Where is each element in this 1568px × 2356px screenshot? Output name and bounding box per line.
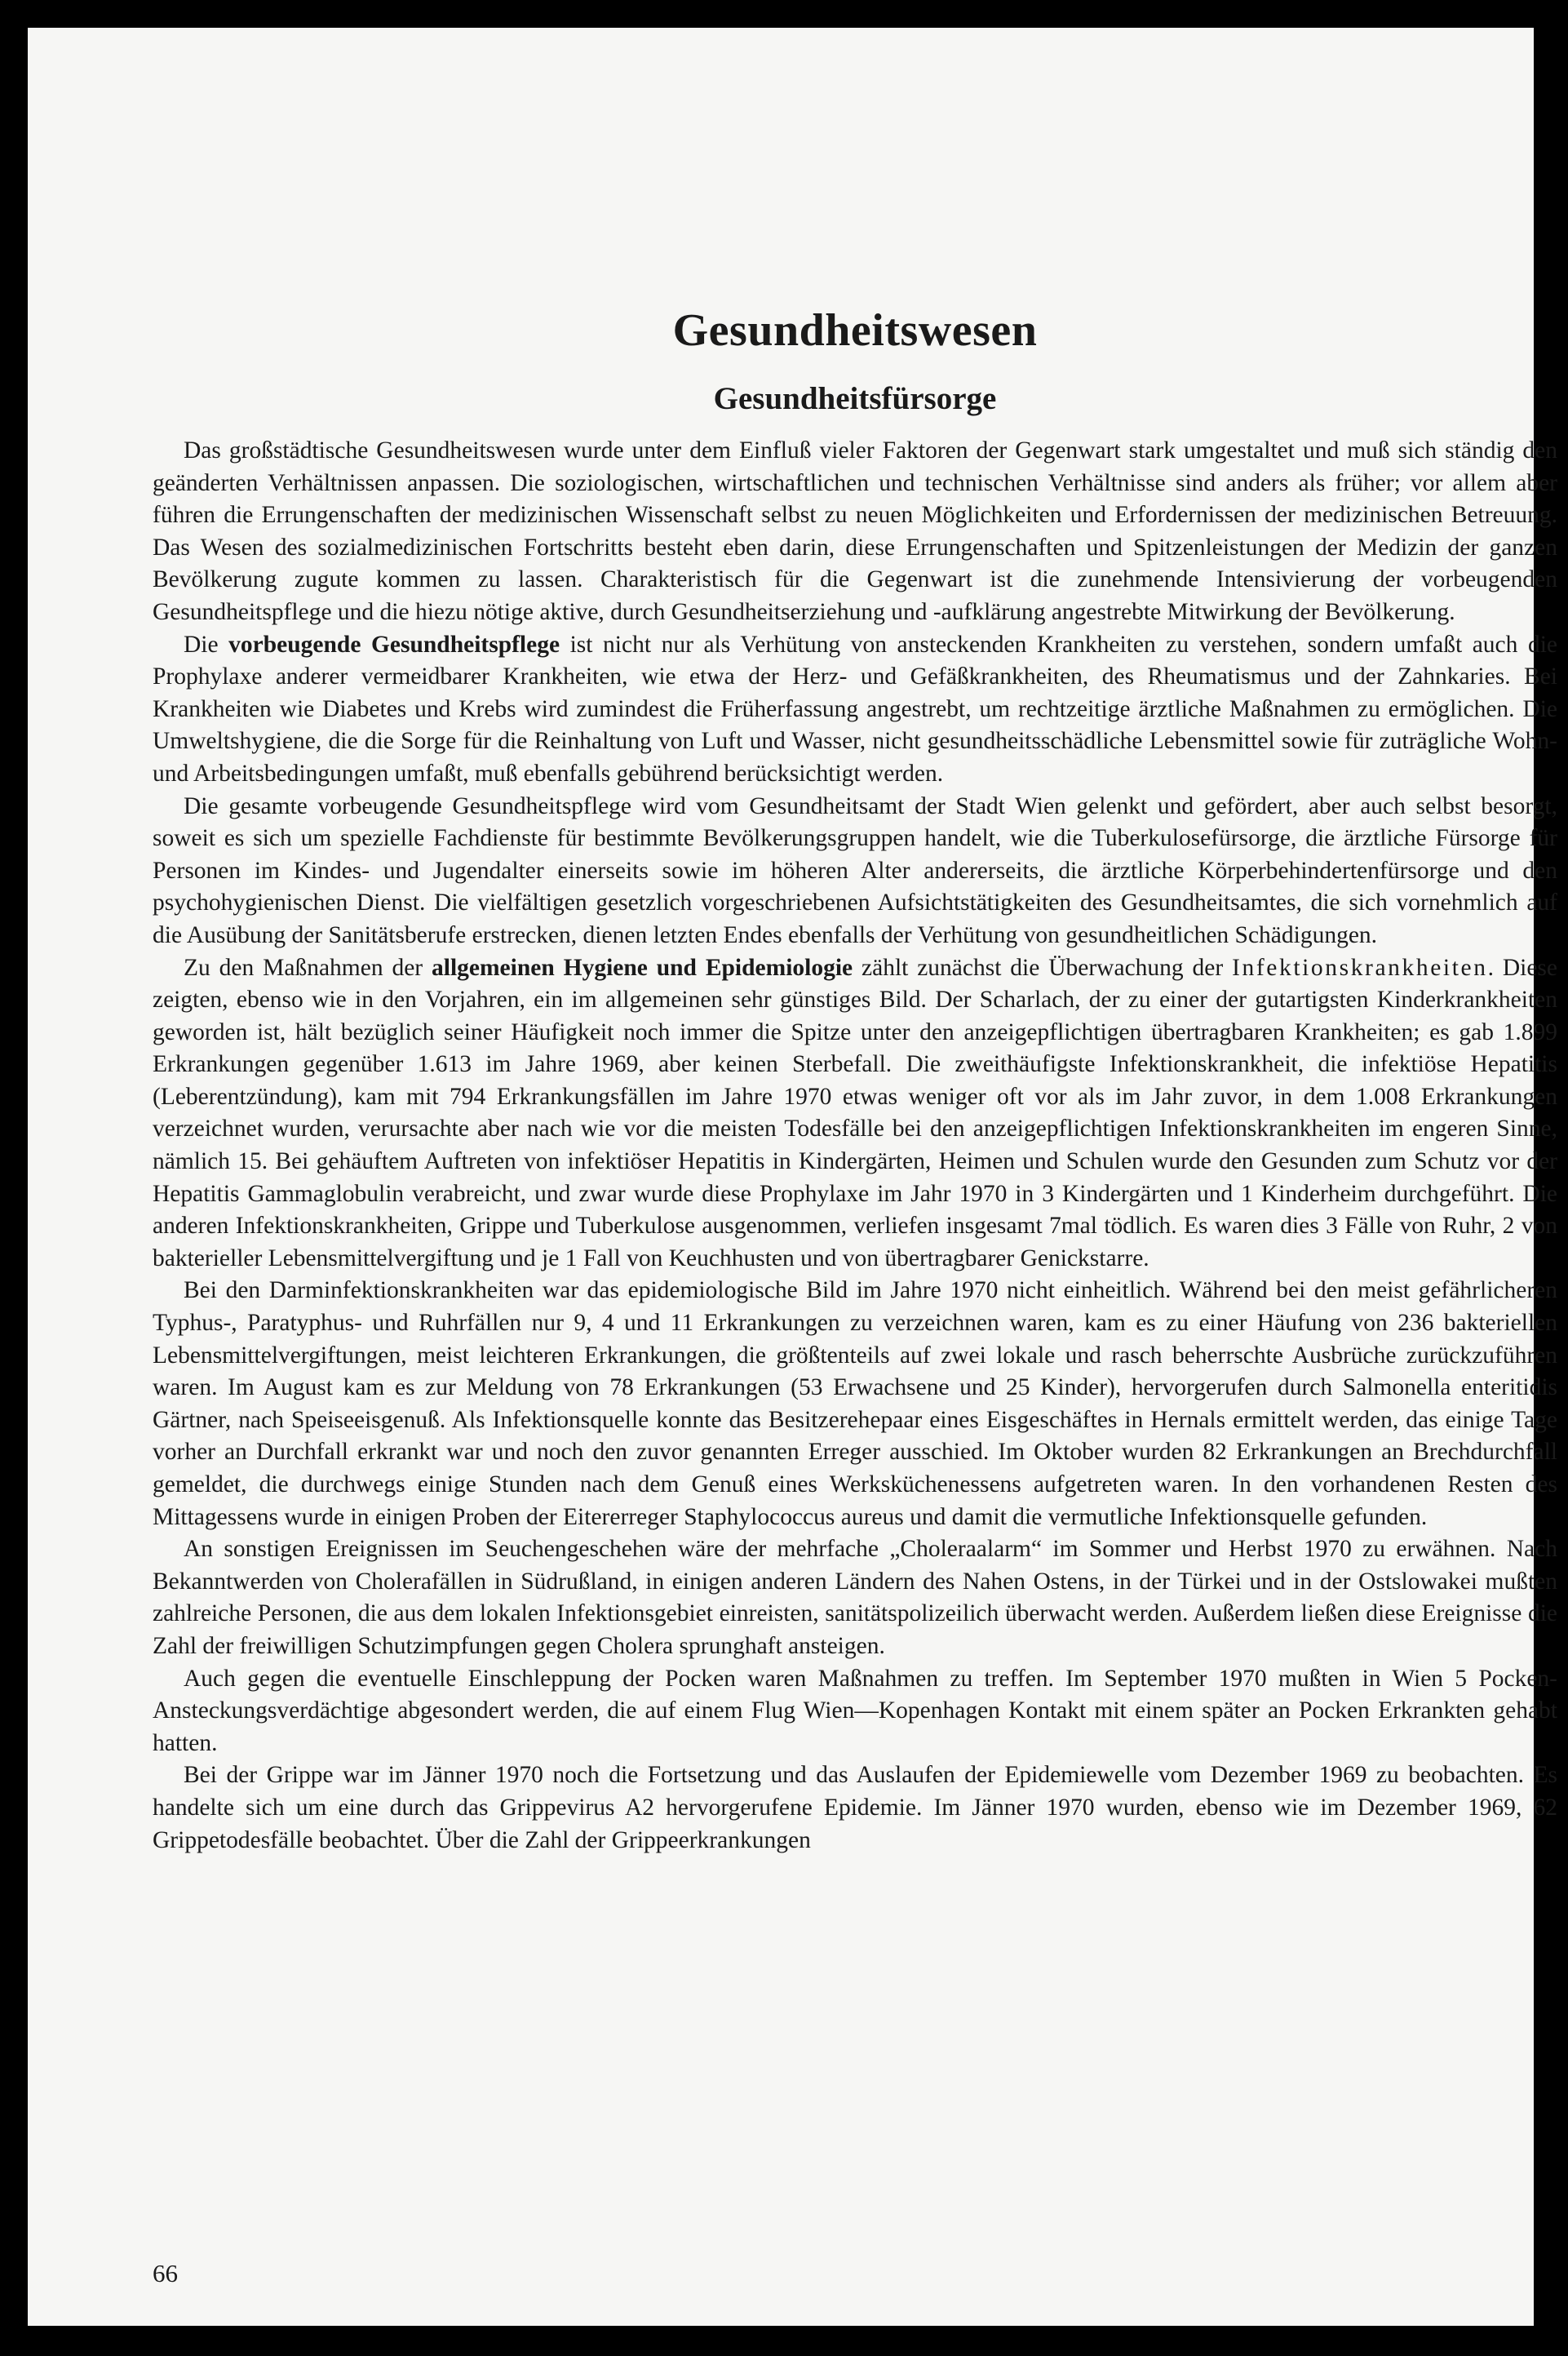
- text-run: zählt zunächst die Überwachung der: [853, 954, 1233, 981]
- paragraph: [153, 952, 1557, 1276]
- paragraph: [153, 1533, 1557, 1662]
- paragraph: [153, 1759, 1557, 1857]
- paragraph: [153, 1663, 1557, 1760]
- page-title: Gesundheitswesen: [672, 305, 1038, 356]
- paragraph: [153, 791, 1557, 952]
- text-run: Zu den Maßnahmen der: [184, 954, 432, 981]
- text-run: Die: [184, 631, 229, 658]
- text-run: Das großstädtische Gesundheitswesen wurde unter dem Einfluß vieler Faktoren der Gegenwart stark umgestaltet und muß sich ständig den geänderten Verhältnissen anpassen. Die soziologischen, wirtschaftlichen und technischen Verhältnisse sind anders als früher; vor allem aber führen die Errungenschaften der medizinischen Wissenschaft selbst zu neuen Möglichkeiten und Erfordernissen der medizinischen Betreuung. Das Wesen des sozialmedizinischen Fortschritts besteht eben darin, diese Errungenschaften und Spitzenleistungen der Medizin der ganzen Bevölkerung zugute kommen zu lassen. Charakteristisch für die Gegenwart ist die zunehmende Intensivierung der vorbeugenden Gesundheitspflege und die hiezu nötige aktive, durch Gesundheitserziehung und -aufklärung angestrebte Mitwirkung der Bevölkerung.: [153, 437, 1557, 625]
- section-heading: Gesundheitsfürsorge: [713, 381, 997, 416]
- bold-term: allgemeinen Hygiene und Epidemiologie: [432, 954, 853, 981]
- text-run: . Diese zeigten, ebenso wie in den Vorjahren, ein im allgemeinen sehr günstiges Bild. Der Scharlach, der zu einer der gutartigsten Kinderkrankheiten geworden ist, hält bezüglich seiner Häufigkeit noch immer die Spitze unter den anzeigepflichtigen übertragbaren Krankheiten; es gab 1.899 Erkrankungen gegenüber 1.613 im Jahre 1969, aber keinen Sterbefall. Die zweithäufigste Infektionskrankheit, die infektiöse Hepatitis (Leberentzündung), kam mit 794 Erkrankungsfällen im Jahre 1970 etwas weniger oft vor als im Jahr zuvor, in dem 1.008 Erkrankungen verzeichnet wurden, verursachte aber nach wie vor die meisten Todesfälle bei den anzeigepflichtigen Infektionskrankheiten im engeren Sinne, nämlich 15. Bei gehäuftem Auftreten von infektiöser Hepatitis in Kindergärten, Heimen und Schulen wurde den Gesunden zum Schutz vor der Hepatitis Gammaglobulin verabreicht, und zwar wurde diese Prophylaxe im Jahr 1970 in 3 Kindergärten und 1 Kinderheim durchgeführt. Die anderen Infektionskrankheiten, Grippe und Tuberkulose ausgenommen, verliefen insgesamt 7mal tödlich. Es waren dies 3 Fälle von Ruhr, 2 von bakterieller Lebensmittelvergiftung und je 1 Fall von Keuchhusten und von übertragbarer Genickstarre.: [153, 954, 1557, 1271]
- page-content: [153, 293, 1557, 1857]
- paragraph: [153, 435, 1557, 629]
- text-run: Auch gegen die eventuelle Einschleppung der Pocken waren Maßnahmen zu treffen. Im September 1970 mußten in Wien 5 Pocken-Ansteckungsverdächtige abgesondert werden, die auf einem Flug Wien—Kopenhagen Kontakt mit einem später an Pocken Erkrankten gehabt hatten.: [153, 1665, 1557, 1756]
- body-text: [153, 435, 1557, 1857]
- document-page: [28, 28, 1557, 2326]
- text-run: ist nicht nur als Verhütung von ansteckenden Krankheiten zu verstehen, sondern umfaßt auch die Prophylaxe anderer vermeidbarer Krankheiten, wie etwa der Herz- und Gefäßkrankheiten, des Rheumatismus und der Zahnkaries. Bei Krankheiten wie Diabetes und Krebs wird zumindest die Früherfassung angestrebt, um rechtzeitige ärztliche Maßnahmen zu ermöglichen. Die Umweltshygiene, die die Sorge für die Reinhaltung von Luft und Wasser, nicht gesundheitsschädliche Lebensmittel sowie für zuträgliche Wohn- und Arbeitsbedingungen umfaßt, muß ebenfalls gebührend berücksichtigt werden.: [153, 631, 1557, 787]
- spaced-term: Infektionskrankheiten: [1232, 954, 1488, 981]
- bold-term: vorbeugende Gesundheitspflege: [228, 631, 560, 658]
- paragraph: [153, 629, 1557, 791]
- text-run: Bei der Grippe war im Jänner 1970 noch die Fortsetzung und das Auslaufen der Epidemiewelle vom Dezember 1969 zu beobachten. Es handelte sich um eine durch das Grippevirus A2 hervorgerufene Epidemie. Im Jänner 1970 wurden, ebenso wie im Dezember 1969, 62 Grippetodesfälle beobachtet. Über die Zahl der Grippeerkrankungen: [153, 1762, 1557, 1853]
- page-number: 66: [153, 2259, 178, 2287]
- text-run: Bei den Darminfektionskrankheiten war das epidemiologische Bild im Jahre 1970 nicht einheitlich. Während bei den meist gefährlicheren Typhus-, Paratyphus- und Ruhrfällen nur 9, 4 und 11 Erkrankungen zu verzeichnen waren, kam es zu einer Häufung von 236 bakteriellen Lebensmittelvergiftungen, meist leichteren Erkrankungen, die größtenteils auf zwei lokale und rasch beherrschte Ausbrüche zurückzuführen waren. Im August kam es zur Meldung von 78 Erkrankungen (53 Erwachsene und 25 Kinder), hervorgerufen durch Salmonella enteritidis Gärtner, nach Speiseeisgenuß. Als Infektionsquelle konnte das Besitzerehepaar eines Eisgeschäftes in Hernals ermittelt werden, das einige Tage vorher an Durchfall erkrankt war und noch den zuvor genannten Erreger ausschied. Im Oktober wurden 82 Erkrankungen an Brechdurchfall gemeldet, die durchwegs einige Stunden nach dem Genuß eines Werksküchenessens aufgetreten waren. In den vorhandenen Resten des Mittagessens wurde in einigen Proben der Eitererreger Staphylococcus aureus und damit die vermutliche Infektionsquelle gefunden.: [153, 1277, 1557, 1530]
- paragraph: [153, 1275, 1557, 1533]
- text-run: Die gesamte vorbeugende Gesundheitspflege wird vom Gesundheitsamt der Stadt Wien gelenkt und gefördert, aber auch selbst besorgt, soweit es sich um spezielle Fachdienste für bestimmte Bevölkerungsgruppen handelt, wie die Tuberkulosefürsorge, die ärztliche Fürsorge für Personen im Kindes- und Jugendalter einerseits sowie im höheren Alter andererseits, die ärztliche Körperbehindertenfürsorge und den psychohygienischen Dienst. Die vielfältigen gesetzlich vorgeschriebenen Aufsichtstätigkeiten des Gesundheitsamtes, die sich vornehmlich auf die Ausübung der Sanitätsberufe erstrecken, dienen letzten Endes ebenfalls der Verhütung von gesundheitlichen Schädigungen.: [153, 792, 1557, 948]
- text-run: An sonstigen Ereignissen im Seuchengeschehen wäre der mehrfache „Choleraalarm“ im Sommer und Herbst 1970 zu erwähnen. Nach Bekanntwerden von Cholerafällen in Südrußland, in einigen anderen Ländern des Nahen Ostens, in der Türkei und in der Ostslowakei mußten zahlreiche Personen, die aus dem lokalen Infektionsgebiet einreisten, sanitätspolizeilich überwacht werden. Außerdem ließen diese Ereignisse die Zahl der freiwilligen Schutzimpfungen gegen Cholera sprunghaft ansteigen.: [153, 1536, 1557, 1659]
